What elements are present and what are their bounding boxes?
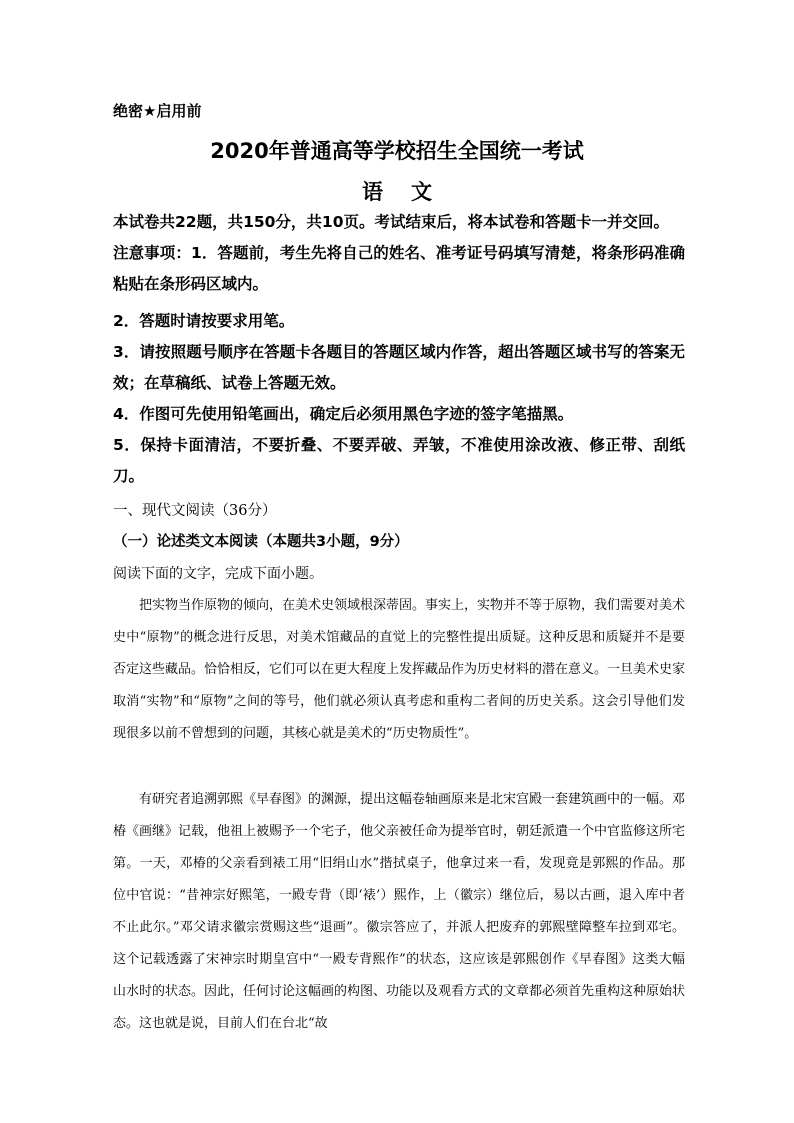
instruction-note-5: 5．保持卡面清洁，不要折叠、不要弄破、弄皱，不准使用涂改液、修正带、刮纸刀。 — [113, 436, 685, 485]
instruction-note-2: 2．答题时请按要求用笔。 — [113, 312, 295, 330]
confidential-label: 绝密★启用前 — [113, 102, 202, 120]
subject-title: 语文 — [362, 180, 460, 204]
reading-prompt: 阅读下面的文字，完成下面小题。 — [113, 566, 323, 582]
instruction-note-4: 4．作图可先使用铅笔画出，确定后必须用黑色字迹的签字笔描黑。 — [113, 405, 574, 423]
passage-paragraph-2: 有研究者追溯郭熙《早春图》的渊源，提出这幅卷轴画原来是北宋宫殿一套建筑画中的一幅。邓椿《画继》记载，他祖上被赐予一个宅子，他父亲被任命为提举官时，朝廷派遣一个中官监修这所宅第。一天，邓椿的父亲看到裱工用“旧绢山水”揩拭桌子，他拿过来一看，发现竟是郭熙的作品。那位中官说：“昔神宗好熙笔，一殿专背（即‘裱’）熙作，上（徽宗）继位后，易以古画，退入库中者不止此尔。”邓父请求徽宗赏赐这些“退画”。徽宗答应了，并派人把废弃的郭熙壁障整车拉到邓宅。这个记载透露了宋神宗时期皇宫中“一殿专背熙作”的状态，这应该是郭熙创作《早春图》这类大幅山水时的状态。因此，任何讨论这幅画的构图、功能以及观看方式的文章都必须首先重构这种原始状态。这也就是说，目前人们在台北“故 — [113, 792, 686, 1031]
section-heading: 一、现代文阅读（36分） — [113, 503, 277, 519]
instruction-note-1: 注意事项：1．答题前，考生先将自己的姓名、准考证号码填写清楚，将条形码准确粘贴在条形码区域内。 — [113, 244, 685, 293]
exam-title: 2020年普通高等学校招生全国统一考试 — [210, 139, 584, 163]
instruction-note-3: 3．请按照题号顺序在答题卡各题目的答题区域内作答，超出答题区域书写的答案无效；在草稿纸、试卷上答题无效。 — [113, 343, 685, 392]
instructions-summary: 本试卷共22题，共150分，共10页。考试结束后，将本试卷和答题卡一并交回。 — [113, 213, 669, 231]
passage-paragraph-1: 把实物当作原物的倾向，在美术史领域根深蒂固。事实上，实物并不等于原物，我们需要对美术史中“原物”的概念进行反思，对美术馆藏品的直觉上的完整性提出质疑。这种反思和质疑并不是要否定这些藏品。恰恰相反，它们可以在更大程度上发挥藏品作为历史材料的潜在意义。一旦美术史家取消“实物”和“原物”之间的等号，他们就必须认真考虑和重构二者间的历史关系。这会引导他们发现很多以前不曾想到的问题，其核心就是美术的“历史物质性”。 — [113, 598, 686, 741]
section-subheading: （一）论述类文本阅读（本题共3小题，9分） — [113, 534, 409, 550]
